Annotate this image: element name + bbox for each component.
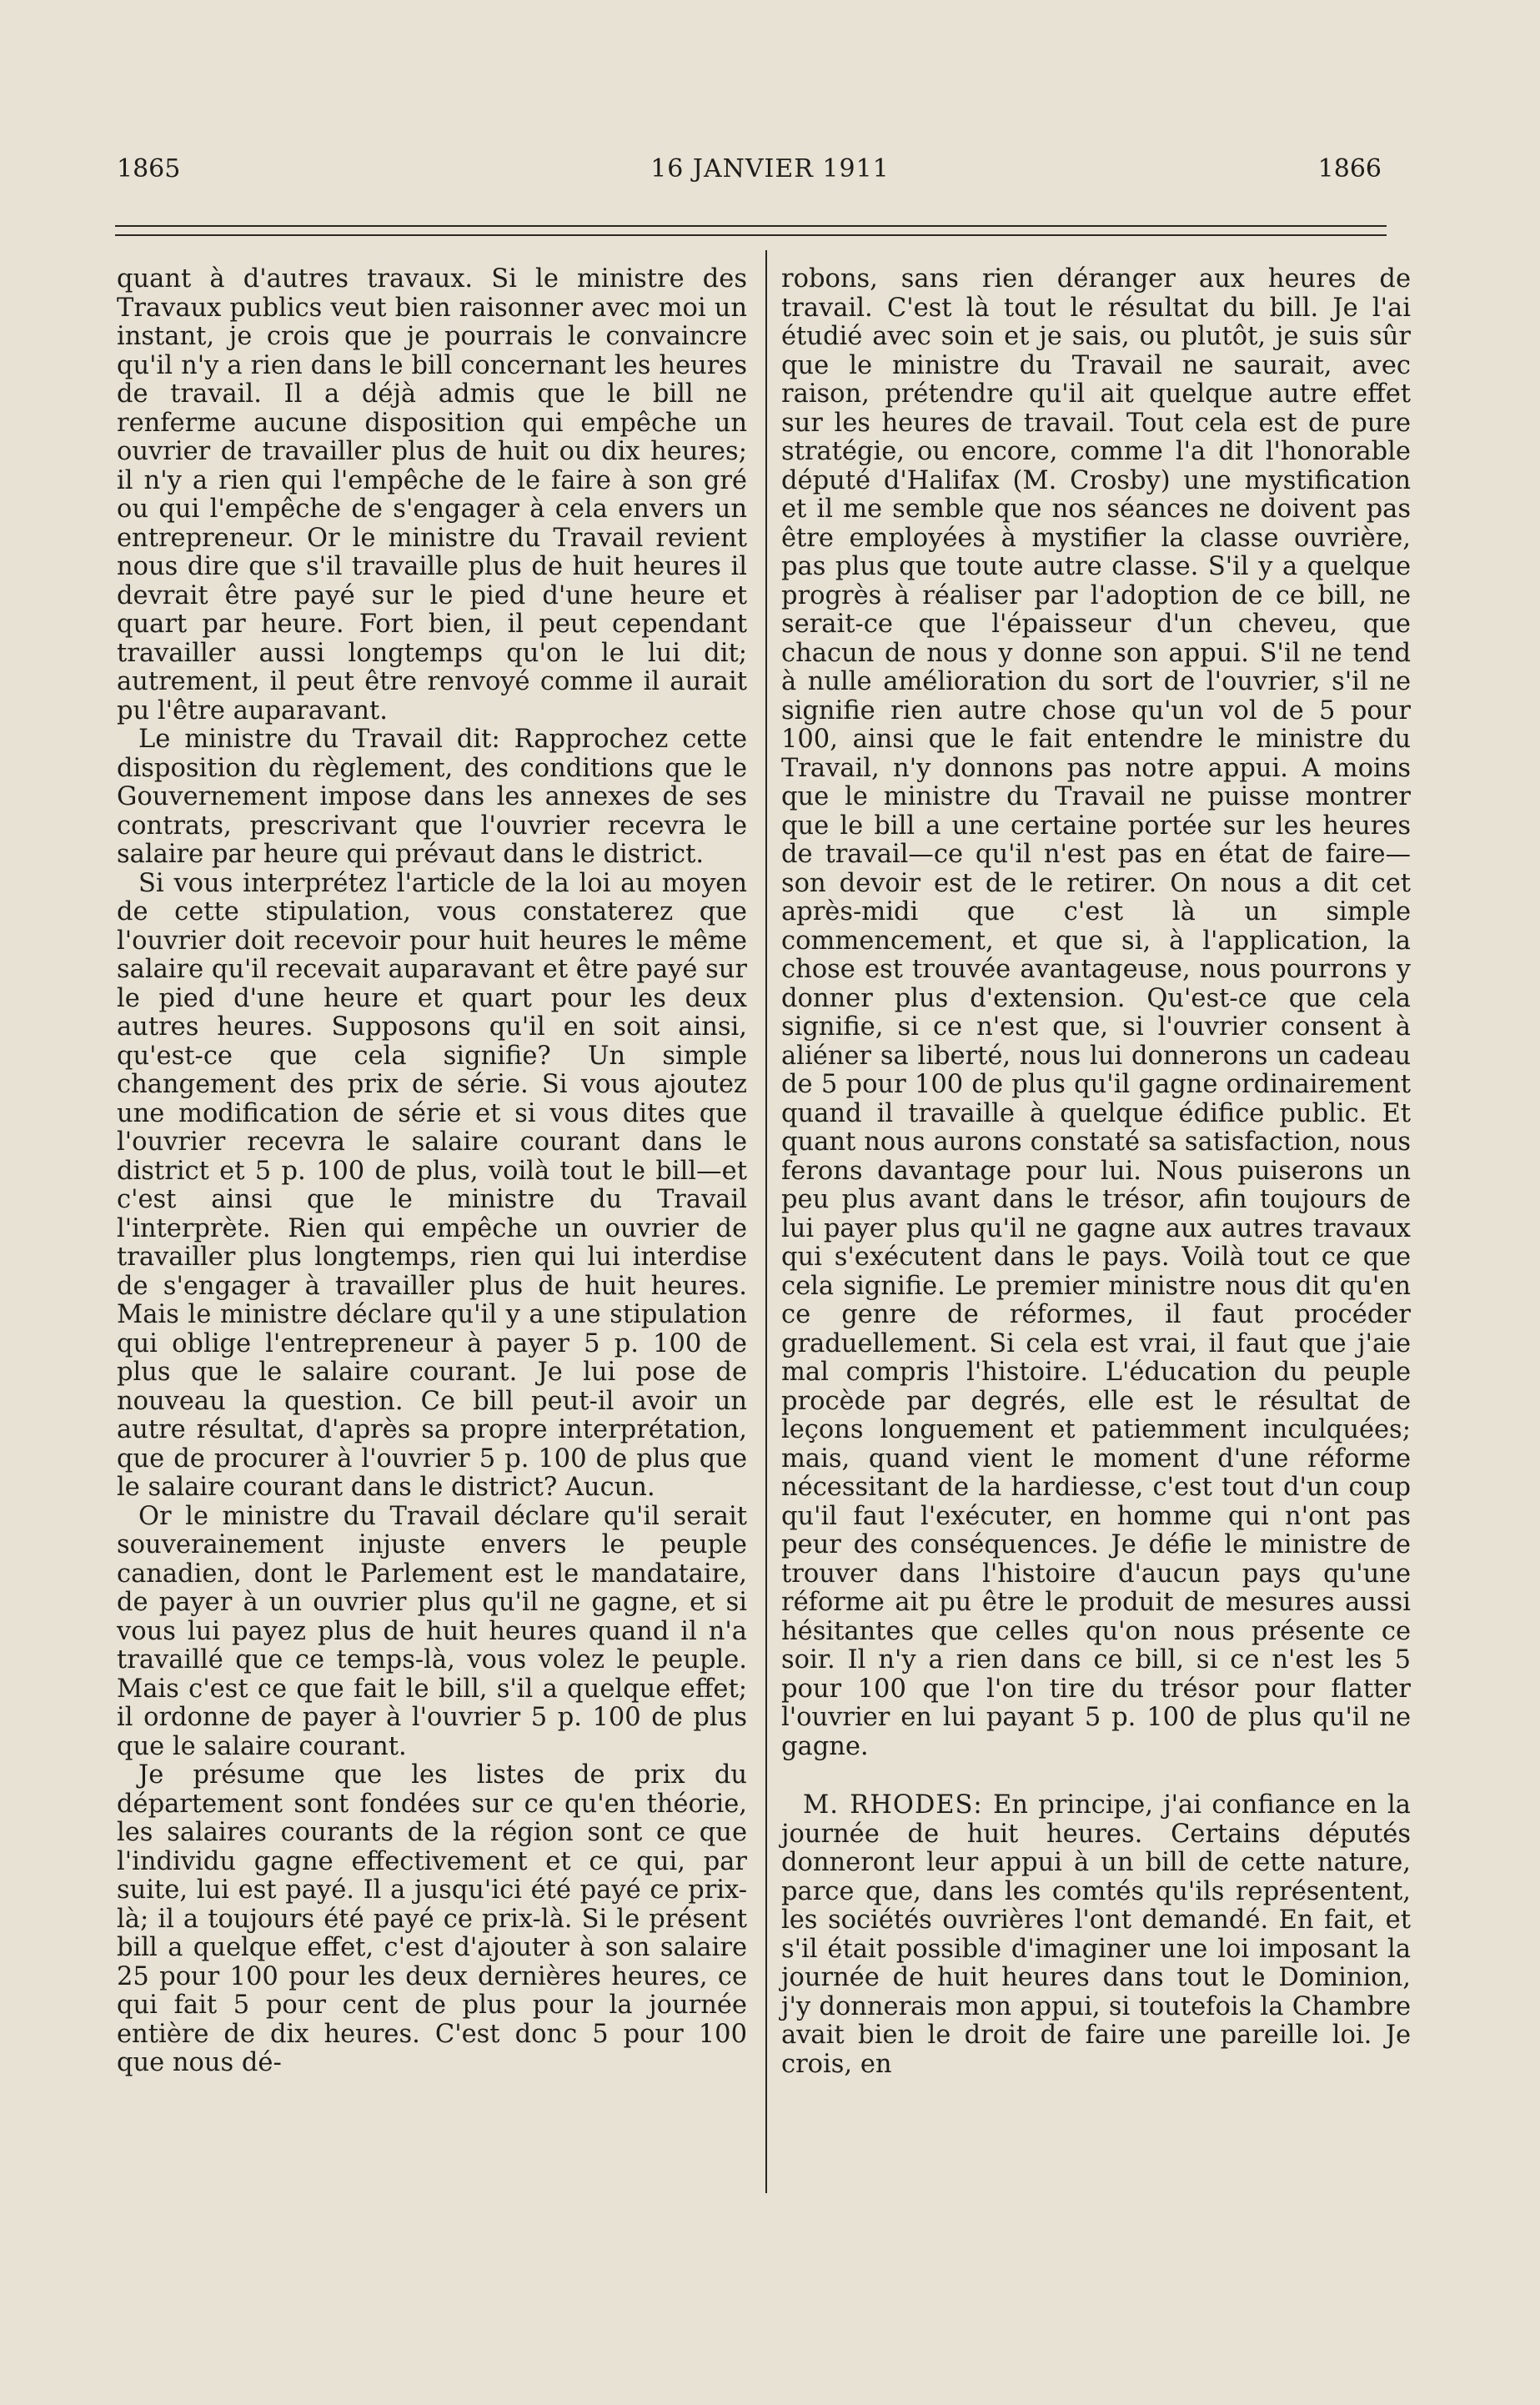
page-header bbox=[0, 154, 1540, 196]
column-divider bbox=[765, 250, 767, 2193]
paragraph: Le ministre du Travail dit: Rapprochez cette disposition du règlement, des conditions que le Gouvernement impose dans les annexes de ses contrats, prescrivant que l'ouvrier recevra le salaire par heure qui prévaut dans le district. bbox=[117, 725, 747, 869]
page-date: 16 JANVIER 1911 bbox=[650, 154, 890, 183]
paragraph: quant à d'autres travaux. Si le ministre des Travaux publics veut bien raisonner avec moi un instant, je crois que je pourrais le convaincre qu'il n'y a rien dans le bill concernant les heures de travail. Il a déjà admis que le bill ne renferme aucune disposition qui empêche un ouvrier de travailler plus de huit ou dix heures; il n'y a rien qui l'empêche de le faire à son gré ou qui l'empêche de s'engager à cela envers un entrepreneur. Or le ministre du Travail revient nous dire que s'il travaille plus de huit heures il devrait être payé sur le pied d'une heure et quart par heure. Fort bien, il peut cependant travailler aussi longtemps qu'on le lui dit; autrement, il peut être renvoyé comme il aurait pu l'être auparavant. bbox=[117, 264, 747, 726]
header-rule-bottom bbox=[115, 234, 1387, 236]
speech-text: En principe, j'ai confiance en la journée de huit heures. Certains députés donneront leur appui à un bill de cette nature, parce que, dans les comtés qu'ils représentent, les sociétés ouvrières l'ont demandé. En fait, et s'il était possible d'imaginer une loi imposant la journée de huit heures dans tout le Dominion, j'y donnerais mon appui, si toutefois la Chambre avait bien le droit de faire une pareille loi. Je crois, en bbox=[781, 1790, 1411, 2079]
right-page-number: 1866 bbox=[1317, 154, 1382, 183]
right-column bbox=[781, 265, 1411, 2079]
paragraph: robons, sans rien déranger aux heures de travail. C'est là tout le résultat du bill. Je l'ai étudié avec soin et je sais, ou plutôt, je suis sûr que le ministre du Travail ne saurait, avec raison, prétendre qu'il ait quelque autre effet sur les heures de travail. Tout cela est de pure stratégie, ou encore, comme l'a dit l'honorable député d'Halifax (M. Crosby) une mystification et il me semble que nos séances ne doivent pas être employées à mystifier la classe ouvrière, pas plus que toute autre classe. S'il y a quelque progrès à réaliser par l'adoption de ce bill, ne serait-ce que l'épaisseur d'un cheveu, que chacun de nous y donne son appui. S'il ne tend à nulle amélioration du sort de l'ouvrier, s'il ne signifie rien autre chose qu'un vol de 5 pour 100, ainsi que le fait entendre le ministre du Travail, n'y donnons pas notre appui. A moins que le ministre du Travail ne puisse montrer que le bill a une certaine portée sur les heures de travail—ce qu'il n'est pas en état de faire—son devoir est de le retirer. On nous a dit cet après-midi que c'est là un simple commencement, et que si, à l'application, la chose est trouvée avantageuse, nous pourrons y donner plus d'extension. Qu'est-ce que cela signifie, si ce n'est que, si l'ouvrier consent à aliéner sa liberté, nous lui donnerons un cadeau de 5 pour 100 de plus qu'il gagne ordinairement quand il travaille à quelque édifice public. Et quant nous aurons constaté sa satisfaction, nous ferons davantage pour lui. Nous puiserons un peu plus avant dans le trésor, afin toujours de lui payer plus qu'il ne gagne aux autres travaux qui s'exécutent dans le pays. Voilà tout ce que cela signifie. Le premier ministre nous dit qu'en ce genre de réformes, il faut procéder graduellement. Si cela est vrai, il faut que j'aie mal compris l'histoire. L'éducation du peuple procède par degrés, elle est le résultat de leçons longuement et patiemment inculquées; mais, quand vient le moment d'une réforme nécessitant de la hardiesse, c'est tout d'un coup qu'il faut l'exécuter, en homme qui n'ont pas peur des conséquences. Je défie le ministre de trouver dans l'histoire d'aucun pays qu'une réforme ait pu être le produit de mesures aussi hésitantes que celles qu'on nous présente ce soir. Il n'y a rien dans ce bill, si ce n'est les 5 pour 100 que l'on tire du trésor pour flatter l'ouvrier en lui payant 5 p. 100 de plus qu'il ne gagne. bbox=[781, 264, 1411, 1761]
paragraph: Or le ministre du Travail déclare qu'il serait souverainement injuste envers le peuple canadien, dont le Parlement est le mandataire, de payer à un ouvrier plus qu'il ne gagne, et si vous lui payez plus de huit heures quand il n'a travaillé que ce temps-là, vous volez le peuple. Mais c'est ce que fait le bill, s'il a quelque effet; il ordonne de payer à l'ouvrier 5 p. 100 de plus que le salaire courant. bbox=[117, 1501, 747, 1761]
speech-paragraph bbox=[781, 1791, 1411, 2079]
header-rule-top bbox=[115, 225, 1387, 227]
left-column bbox=[117, 265, 747, 2078]
speaker-name: M. RHODES: bbox=[803, 1790, 983, 1820]
paragraph: Si vous interprétez l'article de la loi au moyen de cette stipulation, vous constaterez que l'ouvrier doit recevoir pour huit heures le même salaire qu'il recevait auparavant et être payé sur le pied d'une heure et quart pour les deux autres heures. Supposons qu'il en soit ainsi, qu'est-ce que cela signifie? Un simple changement des prix de série. Si vous ajoutez une modification de série et si vous dites que l'ouvrier recevra le salaire courant dans le district et 5 p. 100 de plus, voilà tout le bill—et c'est ainsi que le ministre du Travail l'interprète. Rien qui empêche un ouvrier de travailler plus longtemps, rien qui lui interdise de s'engager à travailler plus de huit heures. Mais le ministre déclare qu'il y a une stipulation qui oblige l'entrepreneur à payer 5 p. 100 de plus que le salaire courant. Je lui pose de nouveau la question. Ce bill peut-il avoir un autre résultat, d'après sa propre interprétation, que de procurer à l'ouvrier 5 p. 100 de plus que le salaire courant dans le district? Aucun. bbox=[117, 868, 747, 1502]
left-page-number: 1865 bbox=[117, 154, 181, 183]
paragraph: Je présume que les listes de prix du département sont fondées sur ce qu'en théorie, les salaires courants de la région sont ce que l'individu gagne effectivement et ce qui, par suite, lui est payé. Il a jusqu'ici été payé ce prix-là; il a toujours été payé ce prix-là. Si le présent bill a quelque effet, c'est d'ajouter à son salaire 25 pour 100 pour les deux dernières heures, ce qui fait 5 pour cent de plus pour la journée entière de dix heures. C'est donc 5 pour 100 que nous dé- bbox=[117, 1760, 747, 2077]
